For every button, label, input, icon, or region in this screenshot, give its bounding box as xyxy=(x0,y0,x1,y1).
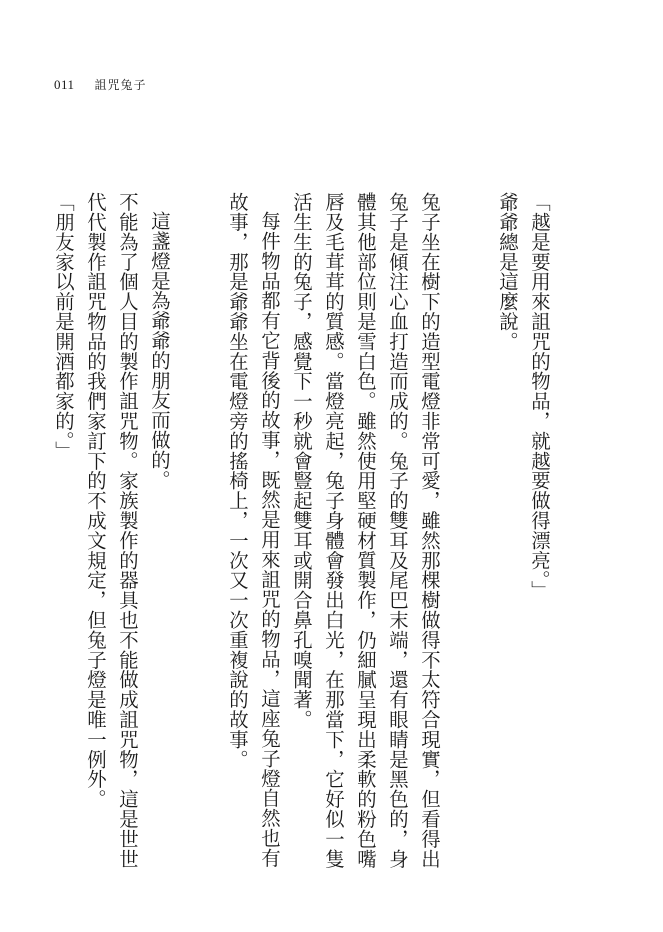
paragraph-lamp-for-friend: 這盞燈是為爺爺的朋友而做的。 xyxy=(148,211,171,490)
paragraph-quote-friend-family: 「朋友家以前是開酒都家的。」 xyxy=(52,192,75,461)
paragraph-rabbit-lamp-description: 兔子坐在樹下的造型電燈非常可愛，雖然那棵樹做得不太符合現實，但看得出兔子是傾注心血打造而成的。兔子的雙耳及尾巴末端，還有眼睛是黑色的，身體其他部位則是雪白色。雖然使用堅硬材質製作，仍細膩呈現出柔軟的粉色嘴唇及毛茸茸的質感。當燈亮起，兔子身體會發出白光，在那當下，它好似一隻活生生的兔子，感覺下一秒就會豎起雙耳或開合鼻孔嗅聞著。 xyxy=(290,192,441,869)
paragraph-every-object-story: 每件物品都有它背後的故事，既然是用來詛咒的物品，這座兔子燈自然也有故事，那是爺爺坐在電燈旁的搖椅上，一次又一次重複說的故事。 xyxy=(226,192,281,869)
paragraph-grandfather-says: 爺爺總是這麼說。 xyxy=(496,192,519,352)
paragraph-family-rule: 不能為了個人目的製作詛咒物。家族製作的器具也不能做成詛咒物，這是世世代代製作詛咒物品的我們家訂下的不成文規定，但兔子燈是唯一例外。 xyxy=(84,192,139,869)
paragraph-quote-opening: 「越是要用來詛咒的物品，就越要做得漂亮。」 xyxy=(528,192,551,601)
paragraph-gap xyxy=(175,192,221,872)
running-title: 詛咒兔子 xyxy=(94,78,147,92)
body-text xyxy=(47,192,555,872)
paragraph-gap xyxy=(445,192,491,872)
page-number: 011 xyxy=(54,77,75,92)
page-header xyxy=(54,76,147,96)
